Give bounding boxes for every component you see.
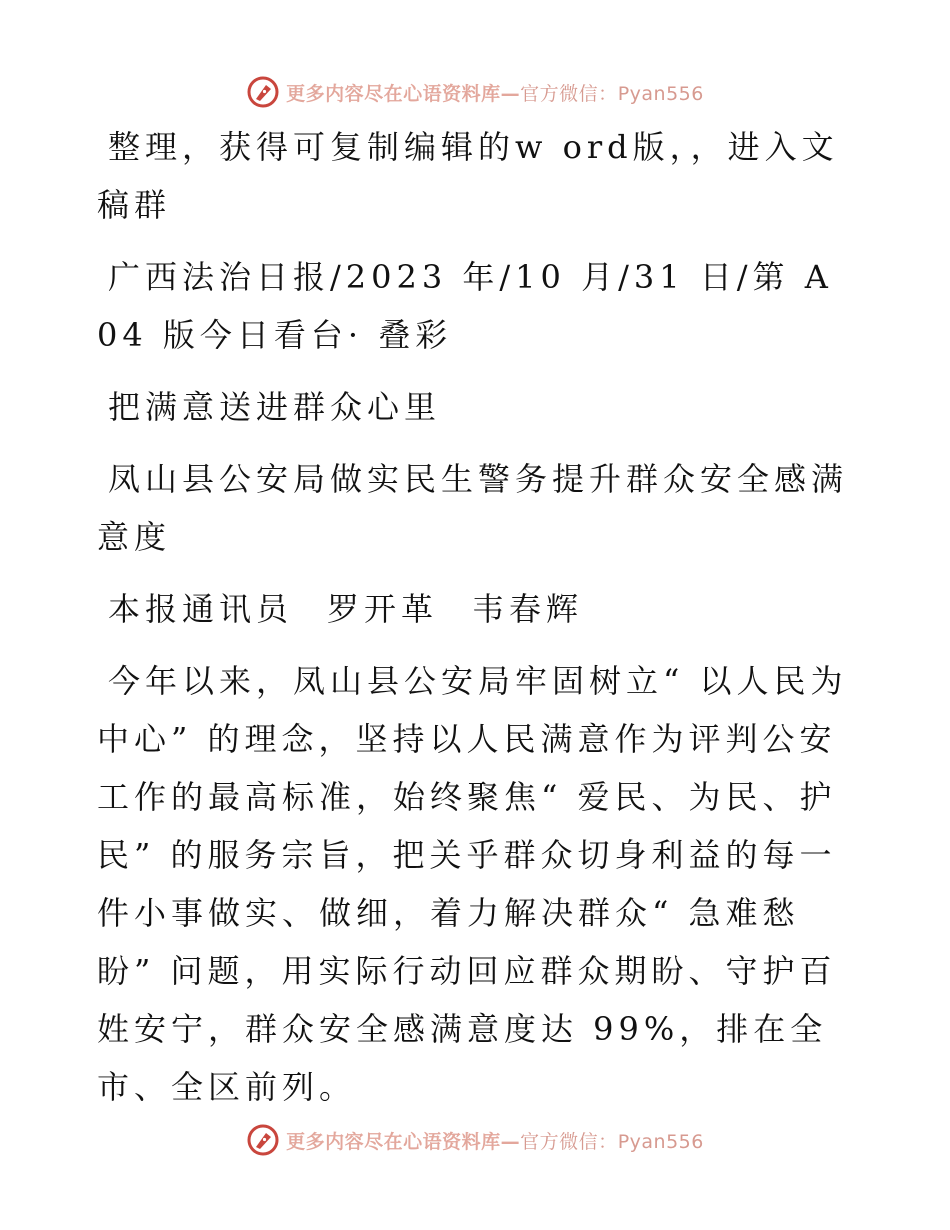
- headline: 把满意送进群众心里: [108, 388, 442, 426]
- watermark-dash: —: [500, 82, 521, 105]
- byline-prefix: 本报通讯员: [108, 590, 294, 628]
- watermark-site: 更多内容尽在心语资料库: [286, 82, 501, 105]
- footer-watermark: [0, 1120, 950, 1160]
- watermark-wechat-label: 官方微信：: [520, 1130, 618, 1153]
- source-line: 广西法治日报/2023 年/10 月/31 日/第 A04 版今日看台· 叠彩: [97, 258, 833, 354]
- header-watermark: [0, 72, 950, 112]
- pen-nib-circle-icon: [246, 1123, 280, 1157]
- watermark-text: [286, 1127, 704, 1154]
- body-paragraph: 今年以来，凤山县公安局牢固树立“ 以人民为中心” 的理念，坚持以人民满意作为评判公安工作的最高标准，始终聚焦“ 爱民、为民、护民” 的服务宗旨，把关乎群众切身利益的每一件小事做实、做细，着力解决群众“ 急难愁盼” 问题，用实际行动回应群众期盼、守护百姓安宁，群众安全感满意度达 99%，排在全市、全区前列。: [97, 662, 848, 1106]
- watermark-text: [286, 79, 704, 106]
- watermark-dash: —: [500, 1130, 521, 1153]
- watermark-wechat-id: Pyan556: [617, 1130, 704, 1153]
- watermark-wechat-id: Pyan556: [617, 82, 704, 105]
- byline: [97, 580, 857, 638]
- watermark-site: 更多内容尽在心语资料库: [286, 1130, 501, 1153]
- subheadline: 凤山县公安局做实民生警务提升群众安全感满意度: [97, 460, 849, 556]
- byline-author-2: 韦春辉: [472, 590, 584, 628]
- document-body: [97, 118, 857, 1130]
- pen-nib-circle-icon: [246, 75, 280, 109]
- byline-author-1: 罗开革: [327, 590, 439, 628]
- edit-note: 整理，获得可复制编辑的w ord版，，进入文稿群: [97, 128, 839, 224]
- watermark-wechat-label: 官方微信：: [520, 82, 618, 105]
